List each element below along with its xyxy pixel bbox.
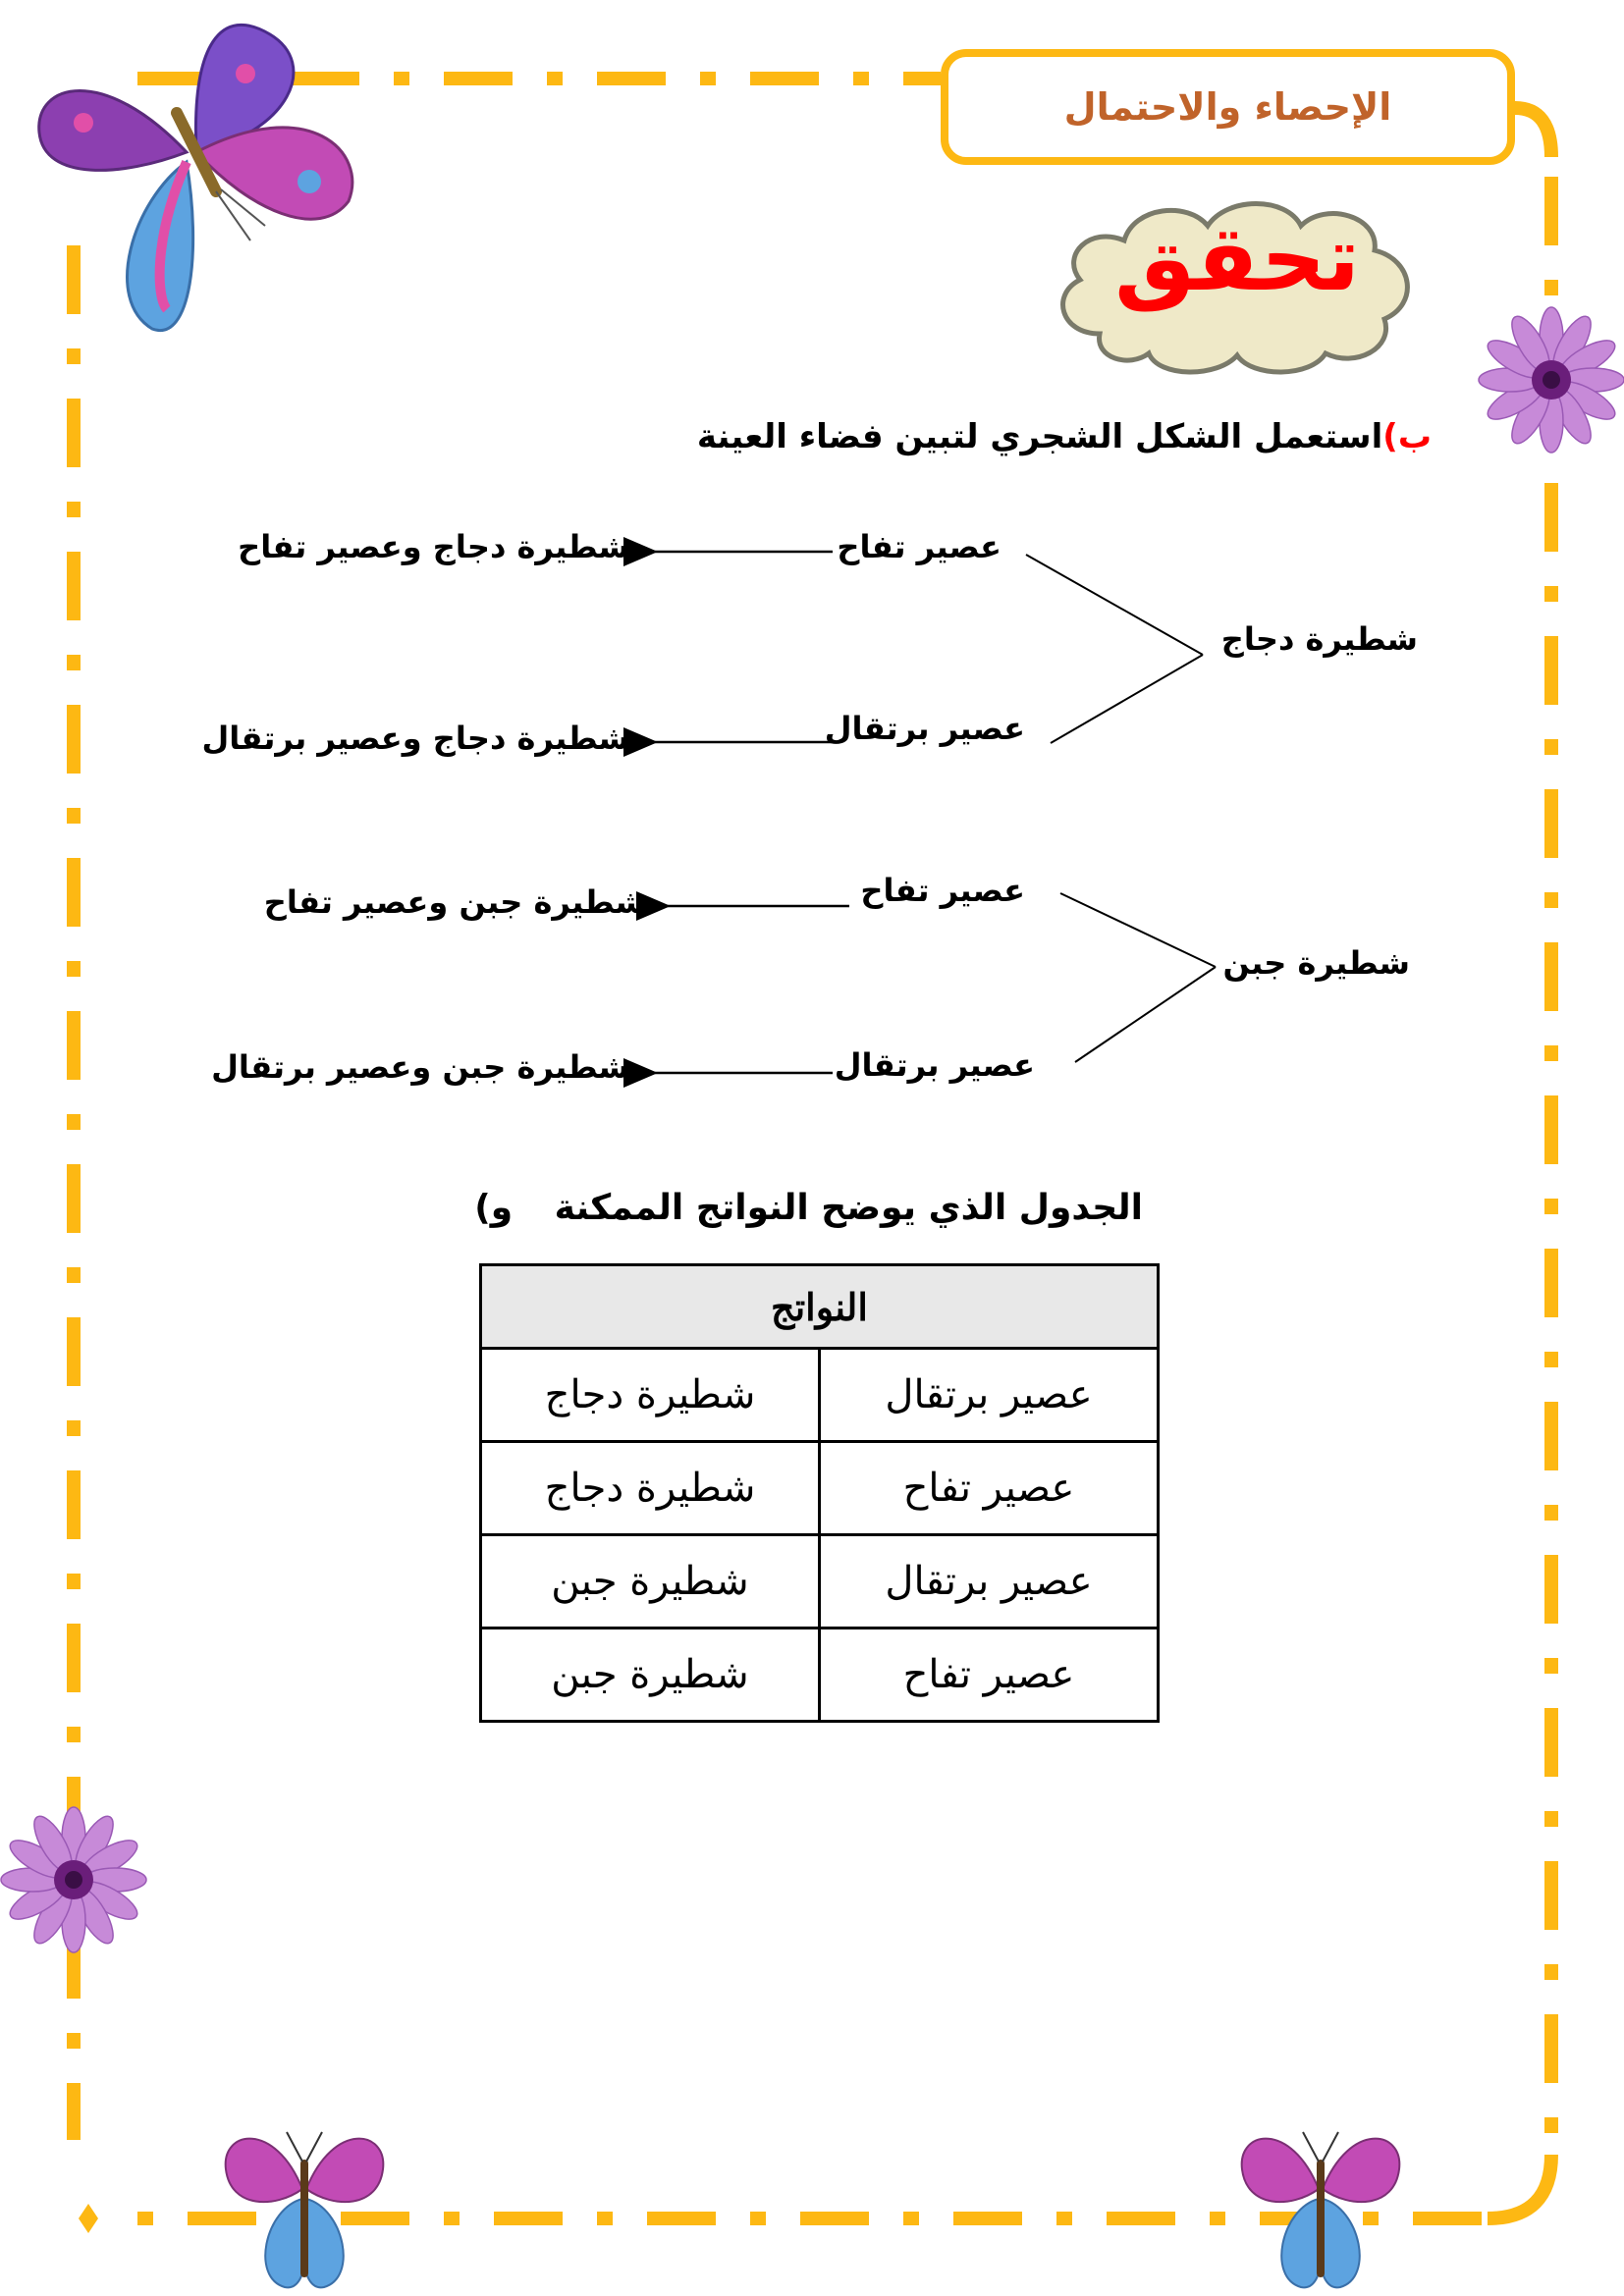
table-cell: شطيرة جبن	[481, 1535, 820, 1629]
outcomes-table-wrap	[479, 1263, 1160, 1723]
table-cell: شطيرة دجاج	[481, 1442, 820, 1535]
tree-branch-line	[1060, 893, 1216, 967]
tree-branch-line	[1051, 655, 1203, 743]
table-header-row	[481, 1265, 1159, 1349]
table-cell: عصير تفاح	[820, 1442, 1159, 1535]
outcomes-table	[479, 1263, 1160, 1723]
table-cell: عصير برتقال	[820, 1349, 1159, 1442]
table-row	[481, 1442, 1159, 1535]
tree-branch-line	[1026, 555, 1203, 655]
table-header: النواتج	[481, 1265, 1159, 1349]
table-cell: عصير برتقال	[820, 1535, 1159, 1629]
tree-branch-line	[1075, 967, 1216, 1062]
tree-outcome: شطيرة جبن وعصير برتقال	[211, 1048, 629, 1086]
check-badge: تحقق	[1114, 206, 1360, 311]
question-marker: ب)	[1382, 417, 1432, 456]
tree-root: شطيرة دجاج	[1220, 620, 1418, 658]
tree-outcome: شطيرة دجاج وعصير تفاح	[238, 528, 629, 565]
tree-branch-label: عصير برتقال	[824, 710, 1025, 747]
table-row	[481, 1629, 1159, 1722]
table-caption-line	[474, 1188, 1143, 1228]
tree-root: شطيرة جبن	[1222, 944, 1410, 982]
section-title: الإحصاء والاحتمال	[1063, 85, 1392, 129]
tree-branch-label: عصير برتقال	[834, 1046, 1035, 1084]
tree-branch-label: عصير تفاح	[860, 872, 1025, 909]
tree-outcome: شطيرة جبن وعصير تفاح	[263, 883, 646, 921]
table-cell: شطيرة جبن	[481, 1629, 820, 1722]
table-row	[481, 1349, 1159, 1442]
question-text: استعمل الشكل الشجري لتبين فضاء العينة	[696, 417, 1383, 456]
table-caption: الجدول الذي يوضح النواتج الممكنة	[554, 1188, 1143, 1228]
table-row	[481, 1535, 1159, 1629]
table-cell: عصير تفاح	[820, 1629, 1159, 1722]
tree-branch-label: عصير تفاح	[837, 528, 1001, 565]
table-cell: شطيرة دجاج	[481, 1349, 820, 1442]
tree-outcome: شطيرة دجاج وعصير برتقال	[201, 720, 629, 757]
table-marker: و)	[474, 1188, 514, 1228]
